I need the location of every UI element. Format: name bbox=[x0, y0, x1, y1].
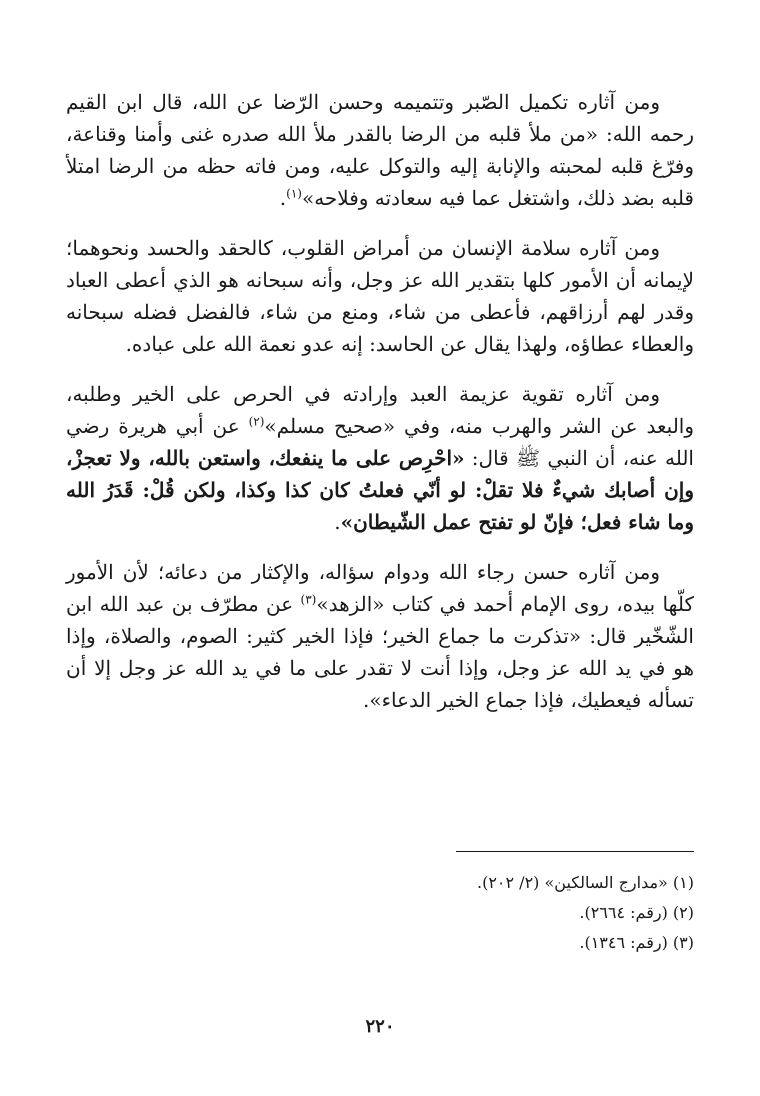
footnote-divider bbox=[456, 851, 694, 852]
paragraph-text: عن أبي هريرة رضي الله عنه، أن النبي ﷺ قال: bbox=[66, 414, 694, 470]
hadith-quote: «احْرِص على ما ينفعك، واستعن بالله، ولا تعجزْ، وإن أصابك شيءٌ فلا تقلْ: لو أنّي فعلتُ كان كذا وكذا، ولكن قُلْ: قَدَرُ الله وما شاء فعل؛ فإنّ لو تفتح عمل الشّيطان» bbox=[66, 446, 694, 534]
paragraph-text: عن مطرّف بن عبد الله ابن الشّخّير قال: «تذكرت ما جماع الخير؛ فإذا الخير كثير: الصوم، والصلاة، وإذا هو في يد الله عز وجل، وإذا أنت لا تقدر على ما في يد الله عز وجل إلا أن تسأله فيعطيك، فإذا جماع الخير الدعاء». bbox=[66, 592, 694, 712]
footnote-ref-3[interactable]: (٣) bbox=[300, 592, 317, 607]
paragraph-resolve bbox=[66, 378, 694, 538]
paragraph-text: ومن آثاره تقوية عزيمة العبد وإرادته في الحرص على الخير وطلبه، والبعد عن الشر والهرب منه، وفي «صحيح مسلم» bbox=[66, 382, 694, 438]
footnote-ref-1[interactable]: (١) bbox=[286, 186, 302, 201]
paragraph-contentment bbox=[66, 86, 694, 214]
footnote-ref-2[interactable]: (٢) bbox=[248, 414, 265, 429]
paragraph-text: . bbox=[334, 510, 341, 534]
footnote-3: (٣) (رقم: ١٣٤٦). bbox=[579, 933, 694, 952]
paragraph-hope bbox=[66, 556, 694, 716]
paragraph-text: . bbox=[279, 186, 287, 210]
paragraph-text: ومن آثاره سلامة الإنسان من أمراض القلوب، كالحقد والحسد ونحوهما؛ لإيمانه أن الأمور كلها بتقدير الله عز وجل، وأنه سبحانه هو الذي أعطى العباد وقدر لهم أرزاقهم، فأعطى من شاء، ومنع من شاء، فالفضل فضله سبحانه والعطاء عطاؤه، ولهذا يقال عن الحاسد: إنه عدو نعمة الله على عباده. bbox=[66, 236, 694, 356]
paragraph-text: ومن آثاره حسن رجاء الله ودوام سؤاله، والإكثار من دعائه؛ لأن الأمور كلّها بيده، روى الإمام أحمد في كتاب «الزهد» bbox=[66, 560, 694, 616]
page-number: ٢٢٠ bbox=[365, 1016, 395, 1037]
footnote-2: (٢) (رقم: ٢٦٦٤). bbox=[579, 903, 694, 922]
footnote-1: (١) «مدارج السالكين» (٢/ ٢٠٢). bbox=[476, 873, 694, 892]
paragraph-heart-diseases bbox=[66, 232, 694, 360]
page-body bbox=[66, 86, 694, 734]
footnotes bbox=[294, 868, 694, 958]
paragraph-text: ومن آثاره تكميل الصّبر وتتميمه وحسن الرّضا عن الله، قال ابن القيم رحمه الله: «من ملأ قلبه من الرضا بالقدر ملأ الله صدره غنى وأمنا وقناعة، وفرّغ قلبه لمحبته والإنابة إليه والتوكل عليه، ومن فاته حظه من الرضا امتلأ قلبه بضد ذلك، واشتغل عما فيه سعادته وفلاحه» bbox=[66, 90, 694, 210]
